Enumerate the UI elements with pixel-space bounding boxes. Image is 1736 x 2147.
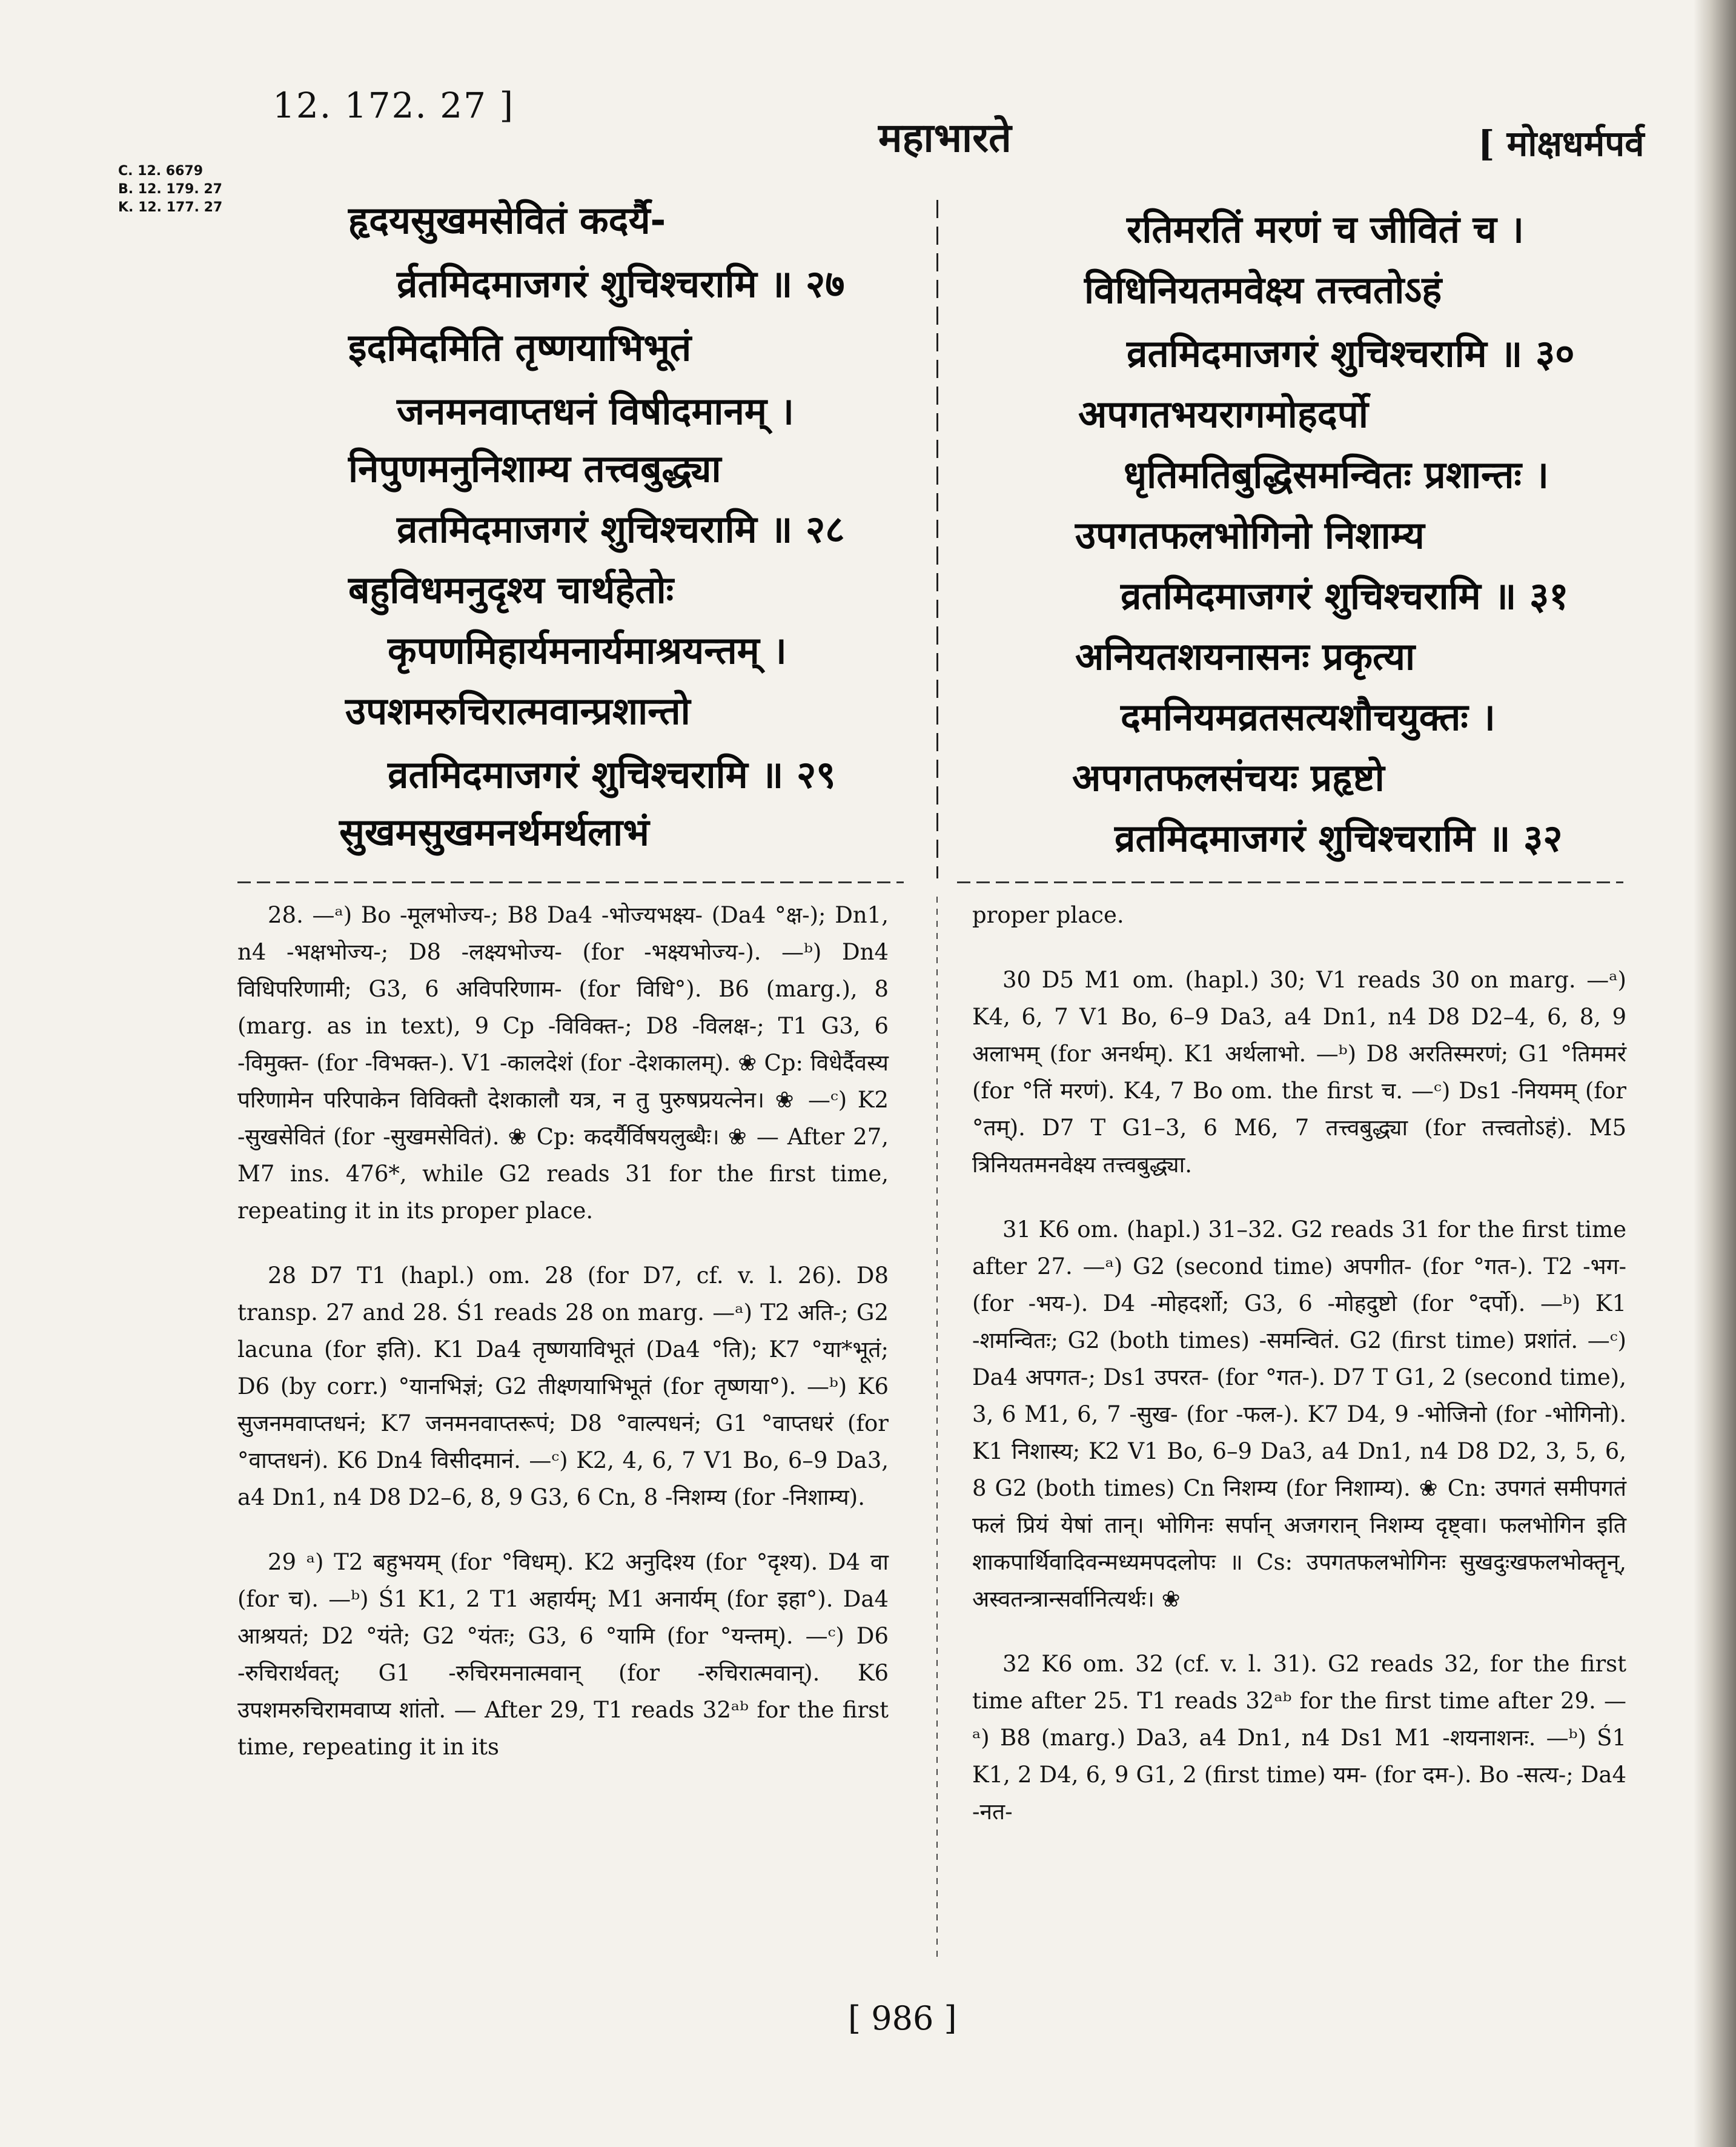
verse-line: रतिमरतिं मरणं च जीवितं च ।	[1127, 207, 1524, 251]
verse-line: अनियतशयनासनः प्रकृत्या	[1075, 634, 1416, 679]
verse-line: कृपणमिहार्यमनार्यमाश्रयन्तम् ।	[388, 628, 787, 672]
verse-line: व्रतमिदमाजगरं शुचिश्चरामि ॥ ३२	[1115, 816, 1563, 860]
critical-notes-right	[972, 897, 1626, 1858]
verse-line: व्रतमिदमाजगरं शुचिश्चरामि ॥ ३१	[1121, 574, 1569, 618]
chapter-reference: 12. 172. 27 ]	[273, 85, 515, 126]
section-title: [ मोक्षधर्मपर्व	[1478, 123, 1645, 164]
verse-line: जनमनवाप्तधनं विषीदमानम् ।	[397, 389, 795, 433]
verse-line: सुखमसुखमनर्थमर्थलाभं	[339, 810, 649, 854]
verse-line: र्व्रतमिदमाजगरं शुचिश्चरामि ॥ २७	[397, 262, 845, 306]
verse-line: अपगतफलसंचयः प्रहृष्टो	[1072, 755, 1385, 800]
section-divider	[957, 881, 1623, 883]
verse-line: निपुणमनुनिशाम्य तत्त्वबुद्ध्या	[348, 446, 721, 491]
verse-line: इदमिदमिति तृष्णयाभिभूतं	[348, 325, 692, 370]
notes-column-divider	[936, 897, 938, 1957]
margin-ref: K. 12. 177. 27	[118, 200, 223, 215]
verse-line: व्रतमिदमाजगरं शुचिश्चरामि ॥ २८	[397, 507, 845, 551]
verse-line: अपगतभयरागमोहदर्पो	[1078, 392, 1368, 436]
verse-line: धृतिमतिबुद्धिसमन्वितः प्रशान्तः ।	[1124, 453, 1549, 497]
note-paragraph: 28 D7 T1 (hapl.) om. 28 (for D7, cf. v. l. 26). D8 transp. 27 and 28. Ś1 reads 28 on marg. —ᵃ) T2 अति-; G2 lacuna (for इति). K1 Da4 तृष्णयाविभूतं (Da4 °ति); K7 °या*भूतं; D6 (by corr.) °यानभिज्ञं; G2 तीक्ष्णयाभिभूतं (for तृष्णया°). —ᵇ) K6 सुजनमवाप्तधनं; K7 जनमनवाप्तरूपं; D8 °वाल्पधनं; G1 °वाप्तधरं (for °वाप्तधनं). K6 Dn4 विसीदमानं. —ᶜ) K2, 4, 6, 7 V1 Bo, 6–9 Da3, a4 Dn1, n4 D8 D2–6, 8, 9 G3, 6 Cn, 8 -निशम्य (for -निशाम्य).	[237, 1263, 889, 1510]
verse-line: व्रतमिदमाजगरं शुचिश्चरामि ॥ ३०	[1127, 331, 1575, 376]
margin-ref: C. 12. 6679	[118, 164, 204, 179]
note-paragraph: 31 K6 om. (hapl.) 31–32. G2 reads 31 for the first time after 27. —ᵃ) G2 (second time) अपगीत- (for °गत-). T2 -भग- (for -भय-). D4 -मोहदर्शो; G3, 6 -मोहदुष्टो (for °दर्पो). —ᵇ) K1 -शमन्वितः; G2 (both times) -समन्वितं. G2 (first time) प्रशांतं. —ᶜ) Da4 अपगत-; Ds1 उपरत- (for °गत-). D7 T G1, 2 (second time), 3, 6 M1, 6, 7 -सुख- (for -फल-). K7 D4, 9 -भोजिनो (for -भोगिनो). K1 निशास्य; K2 V1 Bo, 6–9 Da3, a4 Dn1, n4 D8 D2, 3, 5, 6, 8 G2 (both times) Cn निशम्य (for निशाम्य). ❀ Cn: उपगतं समीपगतं फलं प्रियं येषां तान्। भोगिनः सर्पान् अजगरान् निशम्य दृष्ट्वा। फलभोगिन इति शाकपार्थिवादिवन्मध्यमपदलोपः ॥ Cs: उपगतफलभोगिनः सुखदुःखफलभोक्तॄन्, अस्वतन्त्रान्सर्वानित्यर्थः। ❀	[972, 1216, 1626, 1612]
column-divider	[936, 200, 938, 878]
margin-ref: B. 12. 179. 27	[118, 182, 222, 197]
verse-line: दमनियमव्रतसत्यशौचयुक्तः ।	[1121, 695, 1496, 739]
note-paragraph: 28. —ᵃ) Bo -मूलभोज्य-; B8 Da4 -भोज्यभक्ष्य- (Da4 °क्ष-); Dn1, n4 -भक्षभोज्य-; D8 -लक्ष्यभोज्य- (for -भक्ष्यभोज्य-). —ᵇ) Dn4 विधिपरिणामी; G3, 6 अविपरिणाम- (for विधि°). B6 (marg.), 8 (marg. as in text), 9 Cp -विविक्त-; D8 -विलक्ष-; T1 G3, 6 -विमुक्त- (for -विभक्त-). V1 -कालदेशं (for -देशकालम्). ❀ Cp: विधेर्दैवस्य परिणामेन परिपाकेन विविक्तौ देशकालौ यत्र, न तु पुरुषप्रयत्नेन। ❀ —ᶜ) K2 -सुखसेवितं (for -सुखमसेवितं). ❀ Cp: कदर्यैर्विषयलुब्धैः। ❀ — After 27, M7 ins. 476*, while G2 reads 31 for the first time, repeating it in its proper place.	[237, 902, 889, 1224]
verse-line: व्रतमिदमाजगरं शुचिश्चरामि ॥ २९	[388, 752, 836, 797]
verse-line: बहुविधमनुदृश्य चार्थहेतोः	[348, 568, 674, 612]
note-paragraph: 32 K6 om. 32 (cf. v. l. 31). G2 reads 32, for the first time after 25. T1 reads 32ᵃᵇ for the first time after 29. —ᵃ) B8 (marg.) Da3, a4 Dn1, n4 Ds1 M1 -शयनाशनः. —ᵇ) Ś1 K1, 2 D4, 6, 9 G1, 2 (first time) यम- (for दम-). Bo -सत्य-; Da4 -नत-	[972, 1651, 1626, 1825]
section-divider	[237, 881, 904, 883]
verse-line: विधिनियतमवेक्ष्य तत्त्वतोऽहं	[1084, 268, 1442, 312]
critical-notes-left	[237, 897, 889, 1793]
verse-line: हृदयसुखमसेवितं कदर्यै-	[348, 198, 666, 242]
note-paragraph: 29 ᵃ) T2 बहुभयम् (for °विधम्). K2 अनुदिश्य (for °दृश्य). D4 वा (for च). —ᵇ) Ś1 K1, 2 T1 अहार्यम्; M1 अनार्यम् (for इहा°). Da4 आश्रयतं; D2 °यंते; G2 °यंतः; G3, 6 °यामि (for °यन्तम्). —ᶜ) D6 -रुचिरार्थवत्; G1 -रुचिरमनात्मवान् (for -रुचिरात्मवान्). K6 उपशमरुचिरामवाप्य शांतो. — After 29, T1 reads 32ᵃᵇ for the first time, repeating it in its	[237, 1549, 889, 1760]
margin-references	[118, 162, 222, 217]
note-paragraph: proper place.	[972, 902, 1124, 928]
page-title: महाभारते	[878, 114, 1012, 161]
note-paragraph: 30 D5 M1 om. (hapl.) 30; V1 reads 30 on marg. —ᵃ) K4, 6, 7 V1 Bo, 6–9 Da3, a4 Dn1, n4 D8 D2–4, 6, 8, 9 अलाभम् (for अनर्थम्). K1 अर्थलाभो. —ᵇ) D8 अरतिस्मरणं; G1 °तिममरं (for °तिं मरणं). K4, 7 Bo om. the first च. —ᶜ) Ds1 -नियमम् (for °तम्). D7 T G1–3, 6 M6, 7 तत्त्वबुद्ध्या (for तत्त्वतोऽहं). M5 त्रिनियतमनवेक्ष्य तत्त्वबुद्ध्या.	[972, 967, 1626, 1178]
verse-line: उपशमरुचिरात्मवान्प्रशान्तो	[345, 689, 691, 733]
verse-line: उपगतफलभोगिनो निशाम्य	[1075, 513, 1425, 557]
scan-edge	[1694, 0, 1736, 2147]
page-number: [ 986 ]	[848, 1999, 957, 2037]
